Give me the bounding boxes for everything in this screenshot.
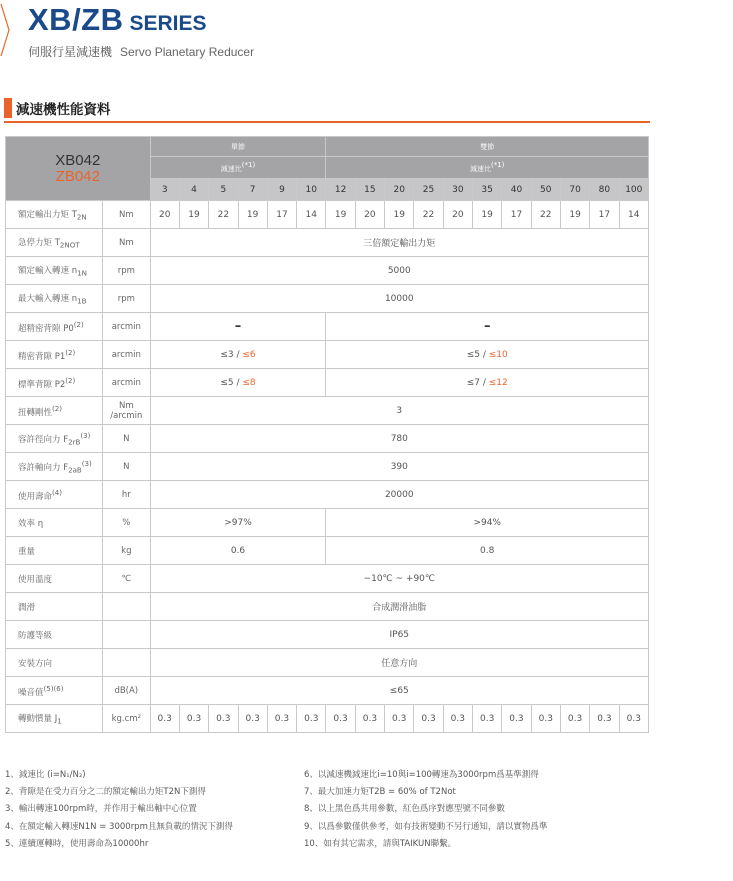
- row-unit: N: [103, 425, 151, 453]
- value-cell: 0.3: [355, 705, 384, 733]
- value-cell: 合成潤滑油脂: [150, 593, 648, 621]
- row-label: 容許軸向力 $F_{2aB}^{(3)}$: [6, 453, 103, 481]
- note-item: 7、最大加速力矩T2B = 60% of T2Not: [304, 787, 456, 798]
- value-cell: 17: [502, 201, 531, 229]
- row-label: 急停力矩 $T_{2NOT}$: [6, 229, 103, 257]
- row-rated-speed: [6, 257, 649, 285]
- row-unit: [103, 649, 151, 677]
- model-header: [6, 137, 151, 201]
- ratio-cell: 5: [209, 179, 238, 201]
- row-label: 潤滑: [6, 593, 103, 621]
- row-label: 額定輸出力矩 $T_{2N}$: [6, 201, 103, 229]
- value-cell: 10000: [150, 285, 648, 313]
- subtitle-chinese: 伺服行星減速機: [28, 45, 113, 59]
- value-cell: 14: [297, 201, 326, 229]
- value-cell: 3: [150, 397, 648, 425]
- row-noise: [6, 677, 649, 705]
- row-unit: Nm /arcmin: [103, 397, 151, 425]
- value-cell: 0.8: [326, 537, 649, 565]
- value-cell: 0.3: [238, 705, 267, 733]
- value-cell: 0.3: [560, 705, 589, 733]
- note-item: 2、背隙是在受力百分之二的額定輸出力矩T2N下測得: [5, 787, 206, 798]
- value-cell: ≤65: [150, 677, 648, 705]
- row-unit: [103, 621, 151, 649]
- ratio-cell: 40: [502, 179, 531, 201]
- value-cell: 0.3: [473, 705, 502, 733]
- row-unit: ℃: [103, 565, 151, 593]
- section-divider: [4, 121, 650, 123]
- note-item: 4、在額定輸入轉速N1N = 3000rpm且無負載的情況下測得: [5, 821, 233, 832]
- value-cell: 0.3: [179, 705, 208, 733]
- note-item: 6、以減速機減速比i=10與i=100轉速為3000rpm爲基準測得: [304, 770, 539, 780]
- value-cell: 19: [473, 201, 502, 229]
- row-unit: kg.cm²: [103, 705, 151, 733]
- row-unit: arcmin: [103, 341, 151, 369]
- value-cell: 0.3: [414, 705, 443, 733]
- value-cell: ≤3 / ≤6: [150, 341, 326, 369]
- row-unit: rpm: [103, 257, 151, 285]
- value-cell: ≤5 / ≤10: [326, 341, 649, 369]
- series-title: [28, 2, 207, 36]
- value-cell: 20: [443, 201, 472, 229]
- ratio-cell: 25: [414, 179, 443, 201]
- row-emergency-torque: [6, 229, 649, 257]
- value-cell: 20000: [150, 481, 648, 509]
- ratio-cell: 15: [355, 179, 384, 201]
- row-efficiency: [6, 509, 649, 537]
- notes-right: [304, 767, 547, 853]
- row-protection: [6, 621, 649, 649]
- stage1-ratio-label: 減速比$^{(*1)}$: [150, 157, 326, 179]
- row-label: 防護等級: [6, 621, 103, 649]
- value-cell: 19: [238, 201, 267, 229]
- row-radial-force: [6, 425, 649, 453]
- ratio-cell: 7: [238, 179, 267, 201]
- note-item: 9、以爲參數僅供參考，如有技術變動不另行通知，請以實物爲準: [304, 821, 548, 832]
- row-label: 轉動慣量 $J_1$: [6, 705, 103, 733]
- value-cell: 0.3: [385, 705, 414, 733]
- note-item: 10、如有其它需求，請與TAIKUN聯繫。: [304, 838, 457, 849]
- value-cell: IP65: [150, 621, 648, 649]
- spec-table: [5, 136, 649, 733]
- row-max-speed: [6, 285, 649, 313]
- value-cell: −10℃ ~ +90℃: [150, 565, 648, 593]
- row-torsional-rigidity: [6, 397, 649, 425]
- value-cell: 17: [267, 201, 296, 229]
- stage2-header: 雙節: [326, 137, 649, 157]
- row-label: 效率 η: [6, 509, 103, 537]
- value-cell: 780: [150, 425, 648, 453]
- row-unit: N: [103, 453, 151, 481]
- value-cell: 0.3: [590, 705, 619, 733]
- row-rated-torque: [6, 201, 649, 229]
- row-unit: %: [103, 509, 151, 537]
- row-label: 超精密背隙 P0$^{(2)}$: [6, 313, 103, 341]
- ratio-cell: 20: [385, 179, 414, 201]
- value-cell: 0.3: [502, 705, 531, 733]
- value-cell: 0.3: [443, 705, 472, 733]
- row-label: 額定輸入轉速 $n_{1N}$: [6, 257, 103, 285]
- series-title-main: XB/ZB: [28, 2, 124, 37]
- row-super-backlash: [6, 313, 649, 341]
- subtitle-english: Servo Planetary Reducer: [120, 45, 255, 59]
- value-cell: 0.3: [150, 705, 179, 733]
- value-cell: ≤7 / ≤12: [326, 369, 649, 397]
- value-cell: 0.3: [209, 705, 238, 733]
- row-service-life: [6, 481, 649, 509]
- value-cell: 0.3: [531, 705, 560, 733]
- value-cell: 任意方向: [150, 649, 648, 677]
- note-item: 8、以上黑色爲共用參數，紅色爲序對應型號不同參數: [304, 804, 505, 815]
- row-unit: [103, 593, 151, 621]
- ratio-cell: 80: [590, 179, 619, 201]
- value-cell: 0.3: [326, 705, 355, 733]
- row-precision-backlash: [6, 341, 649, 369]
- value-cell: –: [326, 313, 649, 341]
- model-xb: XB042: [55, 151, 101, 169]
- row-label: 精密背隙 P1$^{(2)}$: [6, 341, 103, 369]
- row-label: 容許徑向力 $F_{2rB}^{(3)}$: [6, 425, 103, 453]
- value-cell: 0.3: [267, 705, 296, 733]
- value-cell: 22: [209, 201, 238, 229]
- note-item: 1、減速比 (i=N₁/N₂): [5, 770, 86, 780]
- section-title: 減速機性能資料: [16, 102, 111, 118]
- value-cell: 19: [385, 201, 414, 229]
- row-label: 標準背隙 P2$^{(2)}$: [6, 369, 103, 397]
- row-unit: Nm: [103, 229, 151, 257]
- ratio-cell: 30: [443, 179, 472, 201]
- series-title-suffix: SERIES: [129, 12, 207, 35]
- ratio-cell: 3: [150, 179, 179, 201]
- row-weight: [6, 537, 649, 565]
- section-marker: [4, 98, 12, 118]
- stage1-header: 單節: [150, 137, 326, 157]
- row-temperature: [6, 565, 649, 593]
- value-cell: 22: [531, 201, 560, 229]
- row-inertia: [6, 705, 649, 733]
- value-cell: 22: [414, 201, 443, 229]
- value-cell: 19: [326, 201, 355, 229]
- value-cell: 390: [150, 453, 648, 481]
- row-label: 最大輸入轉速 $n_{1B}$: [6, 285, 103, 313]
- value-cell: 17: [590, 201, 619, 229]
- value-cell: 0.3: [297, 705, 326, 733]
- row-label: 使用壽命$^{(4)}$: [6, 481, 103, 509]
- value-cell: 20: [150, 201, 179, 229]
- note-item: 3、輸出轉速100rpm時，并作用于輸出軸中心位置: [5, 804, 197, 815]
- value-cell: >97%: [150, 509, 326, 537]
- note-item: 5、連續運轉時，使用壽命為10000hr: [5, 838, 149, 849]
- row-unit: Nm: [103, 201, 151, 229]
- row-unit: hr: [103, 481, 151, 509]
- title-bracket-decoration: [0, 4, 12, 56]
- ratio-cell: 70: [560, 179, 589, 201]
- row-unit: arcmin: [103, 313, 151, 341]
- ratio-cell: 35: [473, 179, 502, 201]
- row-lubrication: [6, 593, 649, 621]
- value-cell: 14: [619, 201, 648, 229]
- row-label: 使用溫度: [6, 565, 103, 593]
- row-axial-force: [6, 453, 649, 481]
- row-unit: arcmin: [103, 369, 151, 397]
- notes-left: [5, 767, 233, 853]
- value-cell: 0.6: [150, 537, 326, 565]
- model-zb: ZB042: [55, 167, 100, 185]
- stage2-ratio-label: 減速比$^{(*1)}$: [326, 157, 649, 179]
- ratio-cell: 9: [267, 179, 296, 201]
- row-label: 安裝方向: [6, 649, 103, 677]
- row-label: 噪音值$^{(5)(6)}$: [6, 677, 103, 705]
- row-label: 重量: [6, 537, 103, 565]
- value-cell: –: [150, 313, 326, 341]
- value-cell: 19: [560, 201, 589, 229]
- ratio-cell: 12: [326, 179, 355, 201]
- value-cell: 三倍額定輸出力矩: [150, 229, 648, 257]
- row-unit: kg: [103, 537, 151, 565]
- value-cell: 19: [179, 201, 208, 229]
- ratio-cell: 4: [179, 179, 208, 201]
- value-cell: 20: [355, 201, 384, 229]
- row-unit: rpm: [103, 285, 151, 313]
- value-cell: ≤5 / ≤8: [150, 369, 326, 397]
- ratio-cell: 100: [619, 179, 648, 201]
- ratio-cell: 10: [297, 179, 326, 201]
- value-cell: 0.3: [619, 705, 648, 733]
- row-unit: dB(A): [103, 677, 151, 705]
- series-subtitle: [28, 43, 254, 60]
- row-label: 扭轉剛性$^{(2)}$: [6, 397, 103, 425]
- value-cell: >94%: [326, 509, 649, 537]
- row-mounting: [6, 649, 649, 677]
- ratio-cell: 50: [531, 179, 560, 201]
- value-cell: 5000: [150, 257, 648, 285]
- row-standard-backlash: [6, 369, 649, 397]
